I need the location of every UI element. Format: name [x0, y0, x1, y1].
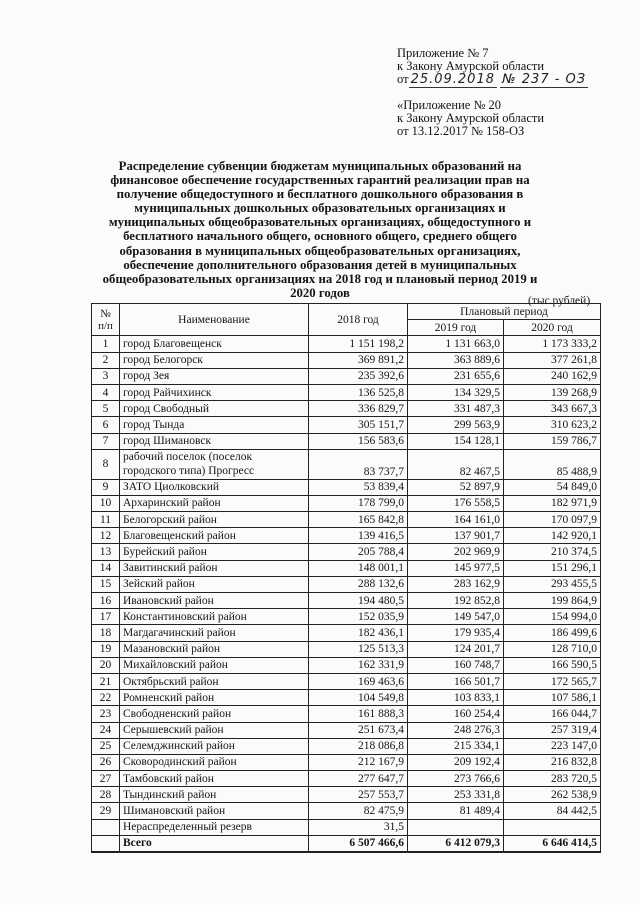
row-number: 19	[92, 641, 120, 657]
table-row	[92, 803, 601, 819]
value-2018: 83 737,7	[309, 449, 408, 479]
row-name: рабочий поселок (поселок городского типа) Прогресс	[120, 449, 309, 479]
row-name: Бурейский район	[120, 544, 309, 560]
value-2020	[504, 819, 601, 835]
value-2020: 154 994,0	[504, 609, 601, 625]
row-name: город Зея	[120, 368, 309, 384]
value-2019: 202 969,9	[408, 544, 504, 560]
value-2020: 85 488,9	[504, 449, 601, 479]
row-name: город Тында	[120, 417, 309, 433]
table-row	[92, 495, 601, 511]
value-2018: 169 463,6	[309, 673, 408, 689]
table-row	[92, 609, 601, 625]
value-2020: 182 971,9	[504, 495, 601, 511]
date-prefix: от	[397, 72, 409, 86]
row-name: Белогорский район	[120, 512, 309, 528]
value-2019: 209 192,4	[408, 754, 504, 770]
row-name: Мазановский район	[120, 641, 309, 657]
table-row	[92, 819, 601, 835]
row-number: 1	[92, 336, 120, 352]
value-2019: 160 748,7	[408, 657, 504, 673]
value-2020: 223 147,0	[504, 738, 601, 754]
value-2019: 331 487,3	[408, 401, 504, 417]
row-name: Селемджинский район	[120, 738, 309, 754]
unit-label: (тыс.рублей)	[528, 295, 591, 307]
total-row	[92, 835, 601, 852]
value-2018: 205 788,4	[309, 544, 408, 560]
table-row	[92, 738, 601, 754]
row-name: Сковородинский район	[120, 754, 309, 770]
table-row	[92, 706, 601, 722]
row-number: 20	[92, 657, 120, 673]
value-2019: 231 655,6	[408, 368, 504, 384]
value-2020: 166 044,7	[504, 706, 601, 722]
table-row	[92, 625, 601, 641]
value-2020: 199 864,9	[504, 593, 601, 609]
row-number: 24	[92, 722, 120, 738]
table-row	[92, 787, 601, 803]
value-2018: 156 583,6	[309, 433, 408, 449]
value-2018: 288 132,6	[309, 576, 408, 592]
header-num-label: № п/п	[98, 307, 113, 332]
table-row	[92, 722, 601, 738]
header-2018: 2018 год	[309, 304, 408, 336]
value-2018: 148 001,1	[309, 560, 408, 576]
row-name: Зейский район	[120, 576, 309, 592]
row-number: 11	[92, 512, 120, 528]
value-2019: 1 131 663,0	[408, 336, 504, 352]
row-number: 10	[92, 495, 120, 511]
header-2019: 2019 год	[408, 320, 504, 336]
value-2020: 310 623,2	[504, 417, 601, 433]
table-row	[92, 384, 601, 400]
value-2018: 277 647,7	[309, 771, 408, 787]
row-name: Октябрьский район	[120, 673, 309, 689]
value-2018: 178 799,0	[309, 495, 408, 511]
table-body	[92, 336, 601, 852]
value-2019: 124 201,7	[408, 641, 504, 657]
row-name: Серышевский район	[120, 722, 309, 738]
value-2019: 103 833,1	[408, 690, 504, 706]
table-row	[92, 352, 601, 368]
attachment-date-line	[397, 73, 588, 86]
value-2019: 248 276,3	[408, 722, 504, 738]
row-number: 26	[92, 754, 120, 770]
value-2019: 149 547,0	[408, 609, 504, 625]
row-name: Шимановский район	[120, 803, 309, 819]
value-2018: 194 480,5	[309, 593, 408, 609]
value-2018: 104 549,8	[309, 690, 408, 706]
row-number: 12	[92, 528, 120, 544]
table-row	[92, 368, 601, 384]
value-2018: 139 416,5	[309, 528, 408, 544]
value-2018: 31,5	[309, 819, 408, 835]
row-number: 28	[92, 787, 120, 803]
value-2019: 137 901,7	[408, 528, 504, 544]
row-name: Нераспределенный резерв	[120, 819, 309, 835]
value-2019: 176 558,5	[408, 495, 504, 511]
row-name: Архаринский район	[120, 495, 309, 511]
table-row	[92, 576, 601, 592]
value-2020: 166 590,5	[504, 657, 601, 673]
value-2019: 52 897,9	[408, 479, 504, 495]
value-2018: 82 475,9	[309, 803, 408, 819]
table-header	[92, 304, 601, 336]
value-2019: 166 501,7	[408, 673, 504, 689]
attachment-line: от 13.12.2017 № 158-ОЗ	[397, 124, 525, 138]
row-number: 27	[92, 771, 120, 787]
header-name: Наименование	[120, 304, 309, 336]
row-number: 25	[92, 738, 120, 754]
table-row	[92, 593, 601, 609]
row-number: 15	[92, 576, 120, 592]
row-name: город Свободный	[120, 401, 309, 417]
value-2020: 257 319,4	[504, 722, 601, 738]
value-2020: 172 565,7	[504, 673, 601, 689]
value-2019: 164 161,0	[408, 512, 504, 528]
table-row	[92, 641, 601, 657]
row-name: Тамбовский район	[120, 771, 309, 787]
value-2019: 215 334,1	[408, 738, 504, 754]
table-row	[92, 528, 601, 544]
table-row	[92, 544, 601, 560]
attachment-old-header	[397, 99, 544, 138]
header-planned: Плановый период	[408, 304, 601, 320]
value-2020: 54 849,0	[504, 479, 601, 495]
value-2020: 142 920,1	[504, 528, 601, 544]
value-2020: 262 538,9	[504, 787, 601, 803]
value-2019: 145 977,5	[408, 560, 504, 576]
value-2019: 363 889,6	[408, 352, 504, 368]
row-name: Михайловский район	[120, 657, 309, 673]
row-number: 3	[92, 368, 120, 384]
attachment-line: к Закону Амурской области	[397, 59, 545, 73]
value-2020: 151 296,1	[504, 560, 601, 576]
row-number: 9	[92, 479, 120, 495]
value-2018: 1 151 198,2	[309, 336, 408, 352]
value-2019: 192 852,8	[408, 593, 504, 609]
value-2019: 81 489,4	[408, 803, 504, 819]
table-row	[92, 417, 601, 433]
table-row	[92, 771, 601, 787]
value-2019: 160 254,4	[408, 706, 504, 722]
value-2018: 53 839,4	[309, 479, 408, 495]
value-2018: 152 035,9	[309, 609, 408, 625]
value-2018: 369 891,2	[309, 352, 408, 368]
row-number: 17	[92, 609, 120, 625]
total-2019: 6 412 079,3	[408, 835, 504, 852]
row-name: Тындинский район	[120, 787, 309, 803]
value-2018: 336 829,7	[309, 401, 408, 417]
document-title: Распределение субвенции бюджетам муниципальных образований на финансовое обеспечение государственных гарантий реализации прав на получение общедоступного и бесплатного дошкольного образования в муниципальных дошкольных образовательных организациях и муниципальных общеобразовательных организациях, общедоступного и бесплатного начального общего, основного общего, среднего общего образования в муниципальных общеобразовательных организациях, обеспечение дополнительного образования детей в муниципальных общеобразовательных организациях на 2018 год и плановый период 2019 и 2020 годов	[102, 159, 538, 300]
value-2019: 299 563,9	[408, 417, 504, 433]
row-name: город Белогорск	[120, 352, 309, 368]
value-2018: 136 525,8	[309, 384, 408, 400]
row-number: 8	[92, 449, 120, 479]
value-2018: 251 673,4	[309, 722, 408, 738]
row-number: 13	[92, 544, 120, 560]
value-2018: 235 392,6	[309, 368, 408, 384]
total-num-blank	[92, 835, 120, 852]
row-name: город Шимановск	[120, 433, 309, 449]
value-2019: 179 935,4	[408, 625, 504, 641]
attachment-new-header	[397, 47, 588, 86]
value-2020: 216 832,8	[504, 754, 601, 770]
table-row	[92, 449, 601, 479]
row-number: 14	[92, 560, 120, 576]
value-2020: 240 162,9	[504, 368, 601, 384]
value-2018: 182 436,1	[309, 625, 408, 641]
total-2020: 6 646 414,5	[504, 835, 601, 852]
subsidy-table	[91, 303, 601, 853]
attachment-line: Приложение № 7	[397, 46, 489, 60]
row-name: Благовещенский район	[120, 528, 309, 544]
row-name: Ивановский район	[120, 593, 309, 609]
value-2018: 161 888,3	[309, 706, 408, 722]
table-row	[92, 754, 601, 770]
value-2020: 170 097,9	[504, 512, 601, 528]
row-name: Свободненский район	[120, 706, 309, 722]
row-name: Константиновский район	[120, 609, 309, 625]
row-number: 22	[92, 690, 120, 706]
value-2020: 293 455,5	[504, 576, 601, 592]
header-num	[92, 304, 120, 336]
table-row	[92, 657, 601, 673]
row-number: 21	[92, 673, 120, 689]
value-2020: 107 586,1	[504, 690, 601, 706]
row-number	[92, 819, 120, 835]
row-name: Магдагачинский район	[120, 625, 309, 641]
value-2020: 139 268,9	[504, 384, 601, 400]
row-name: город Благовещенск	[120, 336, 309, 352]
value-2020: 159 786,7	[504, 433, 601, 449]
value-2020: 343 667,3	[504, 401, 601, 417]
value-2019	[408, 819, 504, 835]
value-2018: 162 331,9	[309, 657, 408, 673]
table-row	[92, 673, 601, 689]
row-name: ЗАТО Циолковский	[120, 479, 309, 495]
value-2018: 305 151,7	[309, 417, 408, 433]
row-number: 5	[92, 401, 120, 417]
row-number: 29	[92, 803, 120, 819]
row-name: Завитинский район	[120, 560, 309, 576]
value-2020: 186 499,6	[504, 625, 601, 641]
row-name: город Райчихинск	[120, 384, 309, 400]
table-row	[92, 560, 601, 576]
value-2020: 210 374,5	[504, 544, 601, 560]
row-number: 2	[92, 352, 120, 368]
header-2020: 2020 год	[504, 320, 601, 336]
value-2019: 283 162,9	[408, 576, 504, 592]
row-name: Ромненский район	[120, 690, 309, 706]
value-2020: 283 720,5	[504, 771, 601, 787]
row-number: 23	[92, 706, 120, 722]
attachment-line: «Приложение № 20	[397, 98, 502, 112]
row-number: 18	[92, 625, 120, 641]
value-2018: 165 842,8	[309, 512, 408, 528]
table-row	[92, 401, 601, 417]
value-2020: 84 442,5	[504, 803, 601, 819]
value-2020: 377 261,8	[504, 352, 601, 368]
table-row	[92, 479, 601, 495]
value-2018: 257 553,7	[309, 787, 408, 803]
value-2020: 1 173 333,2	[504, 336, 601, 352]
handwritten-date: 25.09.2018	[410, 72, 495, 87]
total-label: Всего	[120, 835, 309, 852]
value-2018: 212 167,9	[309, 754, 408, 770]
total-2018: 6 507 466,6	[309, 835, 408, 852]
row-number: 16	[92, 593, 120, 609]
value-2019: 253 331,8	[408, 787, 504, 803]
value-2018: 218 086,8	[309, 738, 408, 754]
table-row	[92, 512, 601, 528]
value-2019: 82 467,5	[408, 449, 504, 479]
row-number: 4	[92, 384, 120, 400]
row-number: 6	[92, 417, 120, 433]
row-number: 7	[92, 433, 120, 449]
handwritten-number: № 237 - ОЗ	[502, 72, 587, 87]
value-2020: 128 710,0	[504, 641, 601, 657]
value-2018: 125 513,3	[309, 641, 408, 657]
table-row	[92, 433, 601, 449]
value-2019: 273 766,6	[408, 771, 504, 787]
value-2019: 154 128,1	[408, 433, 504, 449]
table-row	[92, 336, 601, 352]
attachment-line: к Закону Амурской области	[397, 111, 545, 125]
value-2019: 134 329,5	[408, 384, 504, 400]
table-row	[92, 690, 601, 706]
